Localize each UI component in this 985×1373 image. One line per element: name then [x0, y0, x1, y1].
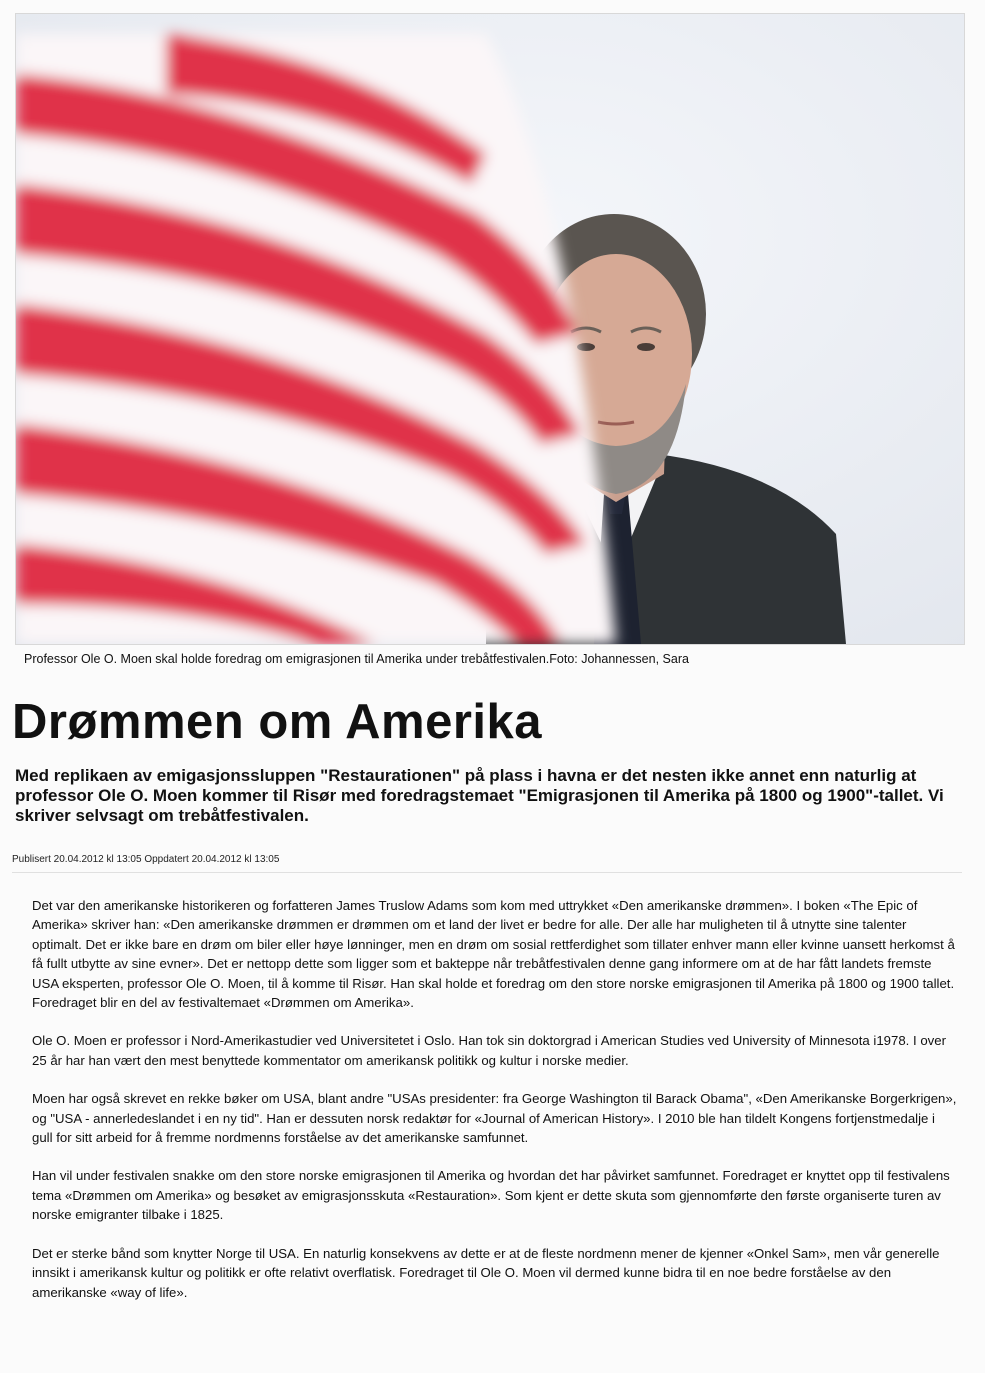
flag-portrait-image: [16, 14, 964, 644]
body-paragraph: Han vil under festivalen snakke om den store norske emigrasjonen til Amerika og hvordan det har påvirket samfunnet. Foredraget er knyttet opp til festivalens tema «Drømmen om Amerika» og besøket av emigrasjonsskuta «Restauration». Som kjent er dette skuta som gjennomførte den første organiserte turen av norske emigranter tilbake i 1825.: [32, 1168, 950, 1223]
article-photo: [15, 13, 965, 645]
body-paragraph: Det var den amerikanske historikeren og forfatteren James Truslow Adams som kom med uttrykket «Den amerikanske drømmen». I boken «The Epic of Amerika» skriver han: «Den amerikanske drømmen er drømmen om et land der livet er bedre for alle. Der alle har muligheten til å utnytte sine talenter optimalt. Det er ikke bare en drøm om biler eller høye lønninger, men en drøm om sosial rettferdighet som tillater enhver mann eller kvinne uansett herkomst å få fullt utbytte av sine evner». Det er nettopp dette som ligger som et bakteppe når trebåtfestivalen denne gang informere om at de har fått landets fremste USA eksperten, professor Ole O. Moen, til å komme til Risør. Han skal holde et foredrag om den store norske emigrasjonen til Amerika på 1800 og 1900 tallet. Foredraget blir en del av festivaltemaet «Drømmen om Amerika».: [32, 898, 955, 1011]
body-paragraph: Ole O. Moen er professor i Nord-Amerikastudier ved Universitetet i Oslo. Han tok sin doktorgrad i American Studies ved University of Minnesota i1978. I over 25 år har han vært den mest benyttede kommentator om amerikansk politikk og kultur i norske medier.: [32, 1033, 946, 1068]
publish-timestamp: Publisert 20.04.2012 kl 13:05 Oppdatert 20.04.2012 kl 13:05: [12, 854, 280, 865]
article-body: [32, 896, 958, 1321]
article-headline: Drømmen om Amerika: [12, 695, 543, 749]
photo-caption: Professor Ole O. Moen skal holde foredrag om emigrasjonen til Amerika under trebåtfestivalen.Foto: Johannessen, Sara: [24, 652, 689, 666]
divider: [12, 872, 962, 873]
body-paragraph: Moen har også skrevet en rekke bøker om USA, blant andre "USAs presidenter: fra George Washington til Barack Obama", «Den Amerikanske Borgerkrigen», og "USA - annerledeslandet i en ny tid". Han er dessuten norsk redaktør for «Journal of American History». I 2010 ble han tildelt Kongens fortjenstmedalje i gull for sitt arbeid for å fremme nordmenns forståelse av det amerikanske samfunnet.: [32, 1091, 957, 1146]
body-paragraph: Det er sterke bånd som knytter Norge til USA. En naturlig konsekvens av dette er at de fleste nordmenn mener de kjenner «Onkel Sam», men vår generelle innsikt i amerikansk kultur og politikk er ofte relativt overflatisk. Foredraget til Ole O. Moen vil dermed kunne bidra til en noe bedre forståelse av den amerikanske «way of life».: [32, 1245, 940, 1300]
article-ingress: Med replikaen av emigasjonssluppen "Restaurationen" på plass i havna er det nesten ikke annet enn naturlig at professor Ole O. Moen kommer til Risør med foredragstemaet "Emigrasjonen til Amerika på 1800 og 1900"-tallet. Vi skriver selvsagt om trebåtfestivalen.: [15, 766, 944, 825]
